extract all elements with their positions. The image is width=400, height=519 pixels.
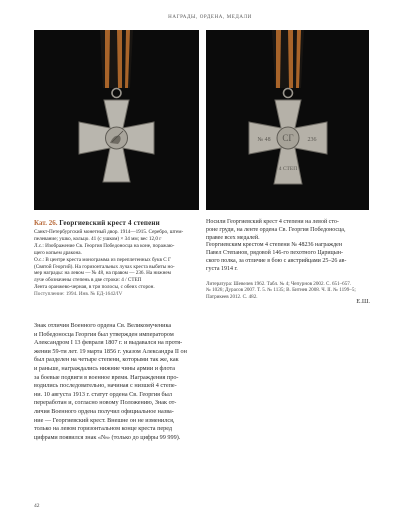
body-line: был разделен на четыре степени, которыми так же, как	[34, 356, 179, 364]
description-line: Поступление: 1994. Инв. № ЕД-1642/IV	[34, 291, 123, 298]
description-line: луче обозначены степень в две строки: 4 / СТЕП	[34, 277, 142, 284]
award-notes	[206, 219, 370, 301]
notes-line: Носили Георгиевский крест 4 степени на левой сто-	[206, 219, 339, 225]
literature-line: Литература: Шевелев 1962. Табл. № 4; Чепурнов 2002. С. 651–657.	[206, 280, 352, 287]
description-line: мер награды: на левом — № 48, на правом — 236. На нижнем	[34, 270, 171, 277]
notes-line: роне груди, на ленте ордена Св. Георгия Победоносца,	[206, 226, 346, 233]
description-line: щего копьем дракона.	[34, 249, 82, 256]
medal-reverse-photo	[206, 30, 369, 210]
medal-obverse-photo	[34, 30, 199, 210]
description-line: пелевание; ушко, кольцо. 41 (с ушком) × 34 мм; вес 12,0 г	[34, 235, 162, 242]
page-number: 42	[34, 503, 40, 509]
description-line: (Святой Георгий). На горизонтальных лучах креста выбиты но-	[34, 263, 175, 270]
notes-line: правее всех медалей.	[206, 234, 260, 241]
body-line: ние — Георгиевский крест. Внешне он не изменился,	[34, 416, 175, 424]
description-line: Л.с.: Изображение Св. Георгия Победоносца на коне, поражаю-	[34, 242, 175, 249]
body-text	[34, 322, 200, 442]
body-line: за боевые подвиги в военное время. Награждения про-	[34, 373, 179, 381]
catalog-heading	[34, 219, 200, 228]
description-line: Лента оранжево-черная, в три полосы, с обеих сторон.	[34, 284, 155, 291]
reverse-number-left: № 48	[257, 137, 271, 143]
notes-line: Павел Степанов, рядовой 146-го пехотного Царицын-	[206, 250, 343, 257]
description-line: Санкт-Петербургский монетный двор. 1914—1915. Серебро, штем-	[34, 229, 184, 235]
body-line: водились последовательно, начиная с низшей 4 степе-	[34, 382, 177, 390]
body-line: Александром I 13 февраля 1807 г. и выдавался на протя-	[34, 339, 183, 347]
svg-text:СГ: СГ	[282, 133, 294, 143]
body-line: жении 59-ти лет. 19 марта 1856 г. указом Александра II он	[34, 347, 187, 355]
reverse-number-right: 236	[307, 137, 317, 143]
reverse-degree-label: 4 СТЕП	[278, 166, 298, 172]
body-line: цифрами появился знак «№» (только до цифры 99 999).	[34, 433, 181, 441]
notes-line: ского полка, за отличие в бою с австрийцами 25–26 ав-	[206, 257, 347, 264]
st-george-cross-obverse-image	[34, 30, 199, 210]
body-line: Знак отличия Военного ордена Св. Великомученика	[34, 322, 172, 329]
catalog-entry	[34, 219, 200, 298]
author-signature: Е.Ш.	[356, 298, 370, 305]
running-head: НАГРАДЫ, ОРДЕНА, МЕДАЛИ	[168, 15, 252, 20]
body-line: только на левом горизонтальном конце креста перед	[34, 425, 173, 433]
st-george-cross-reverse-image	[206, 30, 369, 210]
body-line: переработан и, согласно новому Положению, Знак от-	[34, 399, 177, 407]
catalog-title: Георгиевский крест 4 степени	[59, 219, 160, 227]
body-line: личия Военного ордена получил официальное назва-	[34, 407, 174, 415]
literature-line: Патрикеев 2012. С. 482.	[206, 294, 258, 301]
wearing-and-recipient-text	[206, 219, 370, 274]
catalog-number: Кат. 26.	[34, 219, 58, 227]
notes-line: Георгиевским крестом 4 степени № 48236 награжден	[206, 242, 343, 249]
catalog-description	[34, 229, 200, 298]
body-line: ни. 10 августа 1913 г. статут ордена Св. Георгия был	[34, 390, 172, 398]
body-line: и раньше, награждались нижние чины армии и флота	[34, 364, 176, 372]
literature-line: № 1026; Дурасов 2007. Т. 5. № 1135; В. Битнев 2008. Ч. II. № 1199–5;	[206, 287, 356, 294]
notes-line: густа 1914 г.	[206, 265, 238, 272]
literature-references	[206, 281, 370, 301]
description-line: О.с.: В центре креста монограмма из переплетенных букв С Г	[34, 256, 172, 263]
body-line: и Победоносца Георгия был утвержден императором	[34, 330, 174, 338]
